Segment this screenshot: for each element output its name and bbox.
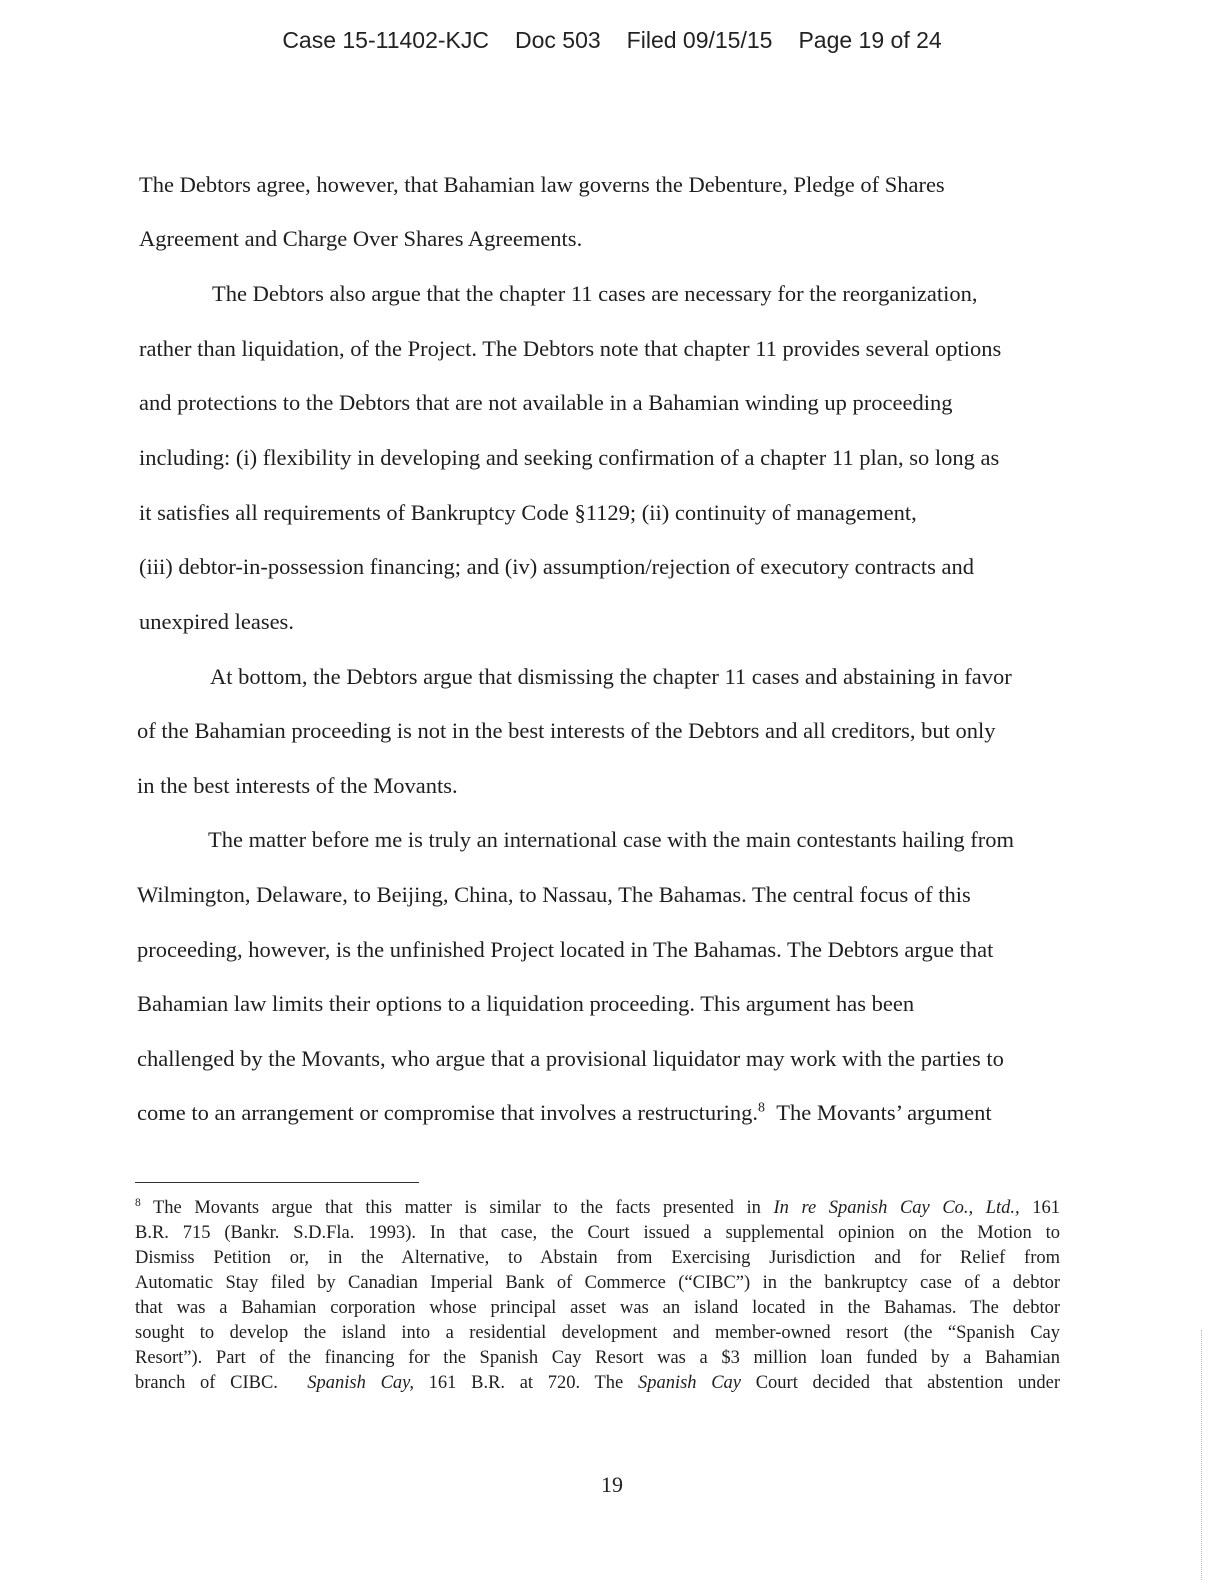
footnote-text: The Movants argue that this matter is similar to the facts presented in [152, 1198, 761, 1218]
text-line-part: The Movants’ argument [776, 1100, 992, 1125]
document-header [0, 27, 1224, 54]
text-line: it satisfies all requirements of Bankruptcy Code §1129; (ii) continuity of management, [139, 500, 917, 525]
text-line: unexpired leases. [139, 609, 294, 634]
text-line: The matter before me is truly an international case with the main contestants hailing from [208, 827, 1014, 852]
page-of-pages: Page 19 of 24 [798, 27, 942, 53]
text-line: in the best interests of the Movants. [137, 773, 458, 798]
page-number: 19 [601, 1472, 623, 1497]
text-line-part: come to an arrangement or compromise that involves a restructuring. [137, 1100, 759, 1125]
footnote-line [135, 1198, 1060, 1219]
text-line: Wilmington, Delaware, to Beijing, China, to Nassau, The Bahamas. The central focus of this [137, 882, 971, 907]
footnote-reference: 8 [758, 1100, 766, 1116]
case-number: Case 15-11402-KJC [282, 27, 489, 53]
footnote-text: 161 B.R. at 720. The [428, 1373, 624, 1393]
text-line [137, 1100, 992, 1126]
text-line: proceeding, however, is the unfinished Project located in The Bahamas. The Debtors argue that [137, 937, 994, 962]
text-line: (iii) debtor-in-possession financing; and (iv) assumption/rejection of executory contracts and [139, 554, 974, 579]
footnote-marker: 8 [135, 1196, 141, 1209]
footnote-line: Dismiss Petition or, in the Alternative, to Abstain from Exercising Jurisdiction and for Relief from [135, 1248, 1060, 1268]
footnote-line: Resort”). Part of the financing for the Spanish Cay Resort was a $3 million loan funded by a Bahamian [135, 1348, 1060, 1368]
text-line: The Debtors agree, however, that Bahamian law governs the Debenture, Pledge of Shares [139, 172, 945, 197]
footnote-line: sought to develop the island into a residential development and member-owned resort (the “Spanish Cay [135, 1323, 1060, 1343]
case-citation: In re Spanish Cay Co., Ltd., [773, 1198, 1020, 1218]
text-line: of the Bahamian proceeding is not in the best interests of the Debtors and all creditors, but only [137, 718, 996, 743]
case-citation: Spanish Cay [637, 1373, 742, 1393]
footnote-text: branch of CIBC. [135, 1373, 278, 1393]
footnote-line [135, 1373, 1060, 1394]
filed-date: Filed 09/15/15 [626, 27, 773, 53]
footnote-text: Court decided that abstention under [755, 1373, 1061, 1393]
footnote-line: Automatic Stay filed by Canadian Imperial Bank of Commerce (“CIBC”) in the bankruptcy case of a debtor [135, 1273, 1060, 1293]
doc-number: Doc 503 [515, 27, 601, 53]
text-line: rather than liquidation, of the Project. The Debtors note that chapter 11 provides several options [139, 336, 1002, 361]
text-line: and protections to the Debtors that are not available in a Bahamian winding up proceeding [139, 390, 953, 415]
text-line: Bahamian law limits their options to a liquidation proceeding. This argument has been [137, 991, 915, 1016]
footnote-text: 161 [1032, 1198, 1061, 1218]
text-line: The Debtors also argue that the chapter 11 cases are necessary for the reorganization, [212, 281, 978, 306]
scan-edge-mark [1201, 1330, 1203, 1580]
footnote-line: B.R. 715 (Bankr. S.D.Fla. 1993). In that case, the Court issued a supplemental opinion on the Motion to [135, 1223, 1060, 1243]
case-citation: Spanish Cay, [307, 1373, 414, 1393]
footnote-divider [135, 1182, 419, 1183]
footnote-line: that was a Bahamian corporation whose principal asset was an island located in the Bahamas. The debtor [135, 1298, 1060, 1318]
text-line: Agreement and Charge Over Shares Agreements. [139, 226, 583, 251]
text-line: At bottom, the Debtors argue that dismissing the chapter 11 cases and abstaining in favor [210, 664, 1012, 689]
text-line: including: (i) flexibility in developing and seeking confirmation of a chapter 11 plan, so long as [139, 445, 1000, 470]
text-line: challenged by the Movants, who argue that a provisional liquidator may work with the parties to [137, 1046, 1004, 1071]
